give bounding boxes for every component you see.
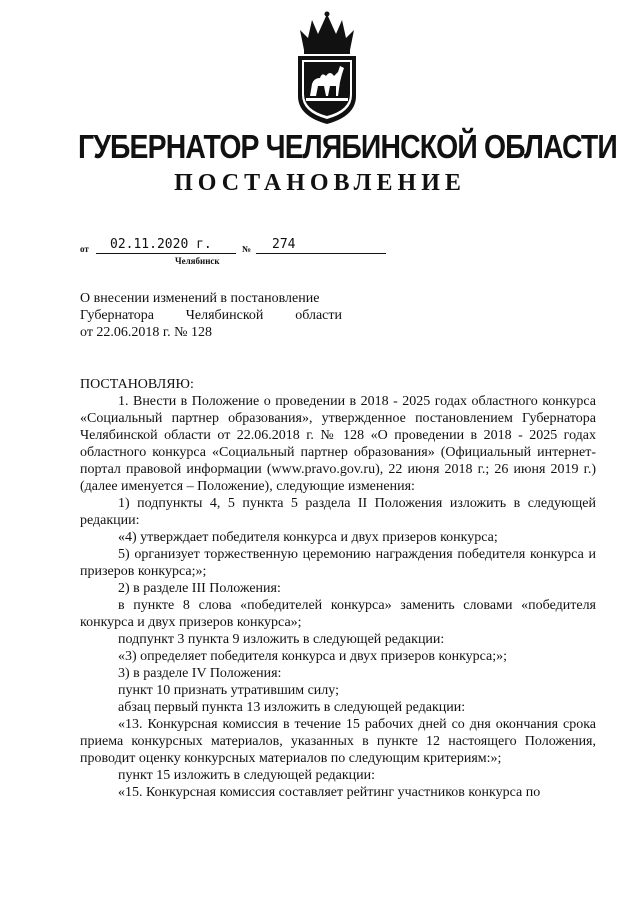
paragraph: подпункт 3 пункта 9 изложить в следующей редакции: — [118, 632, 445, 647]
document-title: ГУБЕРНАТОР ЧЕЛЯБИНСКОЙ ОБЛАСТИ — [78, 128, 617, 165]
decree-word: ПОСТАНОВЛЯЮ: — [80, 377, 194, 392]
paragraph: 1) подпункты 4, 5 пункта 5 раздела II Положения изложить в следующей редакции: — [80, 496, 596, 528]
subject-line: О внесении изменений в постановление — [80, 291, 320, 306]
paragraph: «4) утверждает победителя конкурса и двух призеров конкурса; — [118, 530, 498, 545]
subject-line: от 22.06.2018 г. № 128 — [80, 325, 212, 340]
decree-subject — [80, 290, 342, 341]
from-label: от — [80, 244, 89, 254]
decree-body — [80, 376, 596, 801]
subject-line: Губернатора Челябинской области — [80, 308, 342, 323]
paragraph: 3) в разделе IV Положения: — [118, 666, 282, 681]
paragraph: «3) определяет победителя конкурса и двух призеров конкурса;»; — [118, 649, 508, 664]
document-type: ПОСТАНОВЛЕНИЕ — [174, 170, 466, 196]
paragraph: пункт 15 изложить в следующей редакции: — [118, 768, 375, 783]
paragraph: пункт 10 признать утратившим силу; — [118, 683, 339, 698]
number-label: № — [242, 244, 252, 254]
coat-of-arms-icon — [290, 10, 364, 126]
paragraph: 2) в разделе III Положения: — [118, 581, 281, 596]
decree-date: 02.11.2020 г. — [96, 236, 236, 254]
paragraph: 5) организует торжественную церемонию награждения победителя конкурса и призеров конкурса;»; — [80, 547, 596, 579]
paragraph: «15. Конкурсная комиссия составляет рейтинг участников конкурса по — [118, 785, 541, 800]
paragraph: абзац первый пункта 13 изложить в следующей редакции: — [118, 700, 466, 715]
decree-number: 274 — [256, 236, 386, 254]
date-number-line — [80, 236, 320, 258]
paragraph: в пункте 8 слова «победителей конкурса» заменить словами «победителя конкурса и двух призеров конкурса»; — [80, 598, 596, 630]
paragraph: 1. Внести в Положение о проведении в 2018 - 2025 годах областного конкурса «Социальный партнер образования», утвержденное постановлением Губернатора Челябинской области от 22.06.2018 г. № 128 «О проведении в 2018 - 2025 годах областного конкурса «Социальный партнер образования» (Официальный интернет-портал правовой информации (www.pravo.gov.ru), 22 июня 2018 г.; 26 июня 2019 г.) (далее именуется – Положение), следующие изменения: — [80, 394, 596, 494]
city-label: Челябинск — [175, 256, 220, 266]
paragraph: «13. Конкурсная комиссия в течение 15 рабочих дней со дня окончания срока приема конкурсных материалов, указанных в пункте 12 настоящего Положения, проводит оценку конкурсных материалов по следующим критериям:»; — [80, 717, 596, 766]
